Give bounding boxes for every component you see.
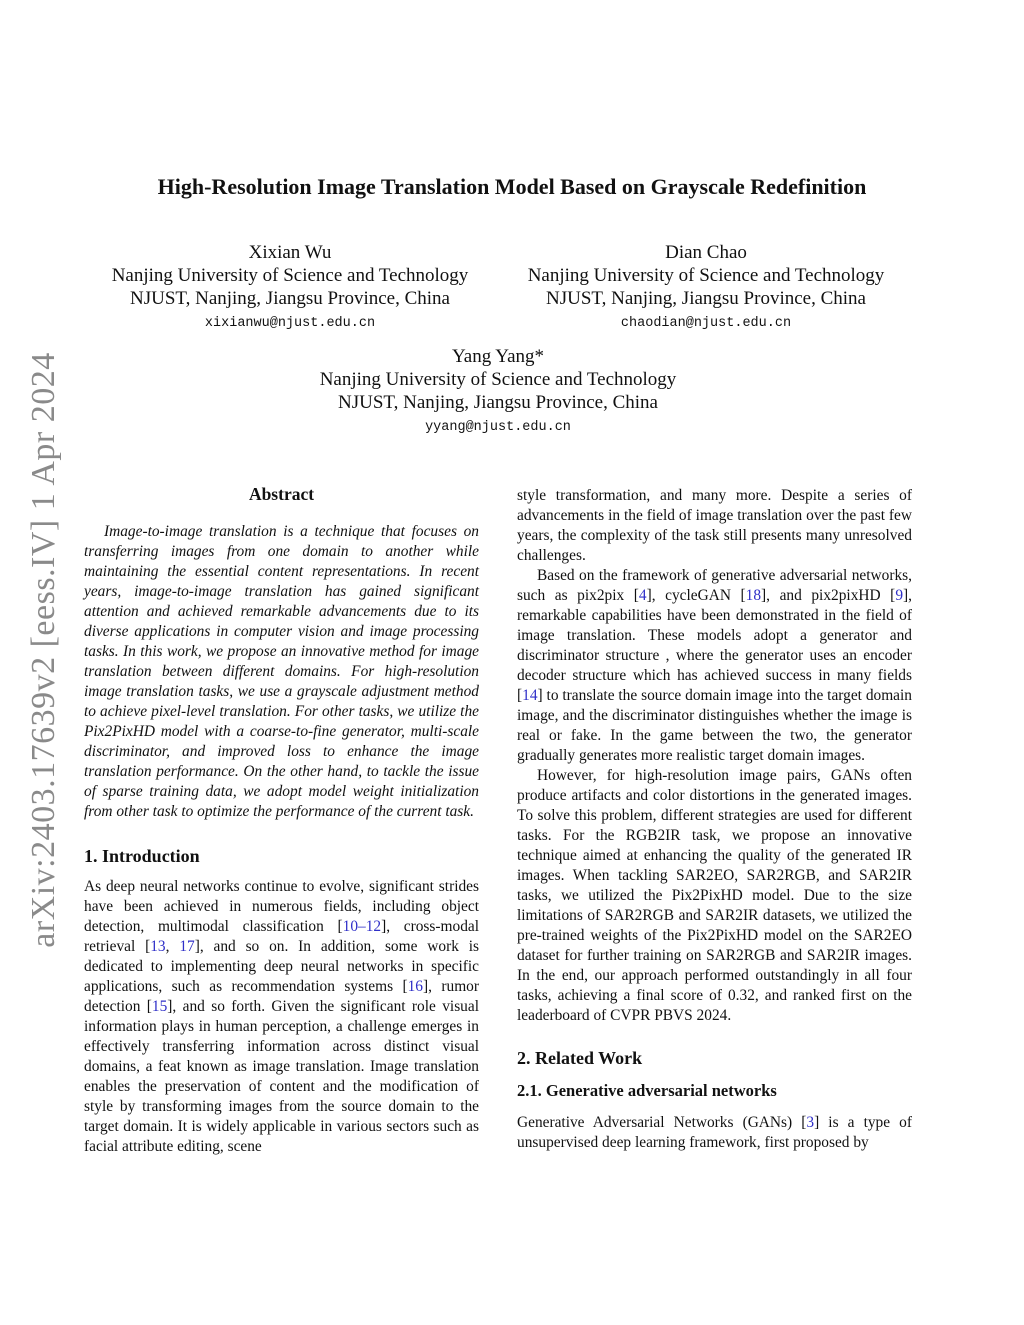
author-name: Xixian Wu xyxy=(248,242,332,263)
paper-title: High-Resolution Image Translation Model Based on Grayscale Redefinition xyxy=(157,174,867,199)
citation-link[interactable]: 14 xyxy=(522,687,538,704)
section-heading-related-work: 2. Related Work xyxy=(517,1048,643,1068)
text-span: ], cycleGAN [ xyxy=(646,587,746,604)
intro-paragraph: However, for high-resolution image pairs, GANs often produce artifacts and color distortions in the generated images. To solve this problem, different strategies are used for different tasks. For the RGB2IR task, we propose an innovative technique aimed at enhancing the quality of the generated IR images. When tackling SAR2EO, SAR2RGB, and SAR2IR tasks, we utilized the Pix2PixHD model. Due to the size limitations of SAR2RGB and SAR2IR datasets, we utilized the pre-trained weights of the Pix2PixHD model on the SAR2EO dataset for further training on SAR2RGB and SAR2IR images. In the end, our approach performed outstandingly in all four tasks, achieving a final score of 0.32, and ranked first on the leaderboard of CVPR PBVS 2024. xyxy=(517,767,912,1024)
author-name: Yang Yang* xyxy=(451,346,545,367)
citation-link[interactable]: 18 xyxy=(745,587,762,604)
citation-link[interactable]: 4 xyxy=(638,587,647,604)
author-affiliation: Nanjing University of Science and Technology xyxy=(319,369,677,390)
text-span: As deep neural networks continue to evolve, significant strides have been achieved in numerous fields, including object detection, multimodal classification [ xyxy=(84,878,479,935)
citation-link[interactable]: 15 xyxy=(151,998,168,1015)
text-span: ], remarkable capabilities have been demonstrated in the field of image translation. These models adopt a generator and discriminator structure , where the generator uses an encoder decoder structure which has achieved success in many fields [ xyxy=(517,587,912,704)
author-email[interactable]: yyang@njust.edu.cn xyxy=(425,420,571,435)
text-span: Generative Adversarial Networks (GANs) [ xyxy=(517,1114,807,1131)
author-email[interactable]: chaodian@njust.edu.cn xyxy=(620,316,792,331)
author-affiliation: Nanjing University of Science and Technology xyxy=(527,265,885,286)
text-span: ] to translate the source domain image into the target domain image, and the discriminator distinguishes whether the image is real or fake. In the game between the two, the generator gradually generates more realistic target domain images. xyxy=(517,687,912,764)
abstract-text: Image-to-image translation is a technique that focuses on transferring images from one domain to another while maintaining the essential content representations. In recent years, image-to-image translation has gained significant attention and achieved remarkable advancements due to its diverse applications in computer vision and image processing tasks. In this work, we propose an innovative method for image translation between different domains. For high-resolution image translation tasks, we use a grayscale adjustment method to achieve pixel-level translation. For other tasks, we utilize the Pix2PixHD model with a coarse-to-fine generator, multi-scale discriminator, and improved loss to enhance the image translation performance. On the other hand, to tackle the issue of sparse training data, we adopt model weight initialization from other task to optimize the performance of the current task. xyxy=(84,523,479,820)
right-column xyxy=(517,486,912,1153)
author-block xyxy=(496,241,916,335)
section-heading-introduction: 1. Introduction xyxy=(84,846,200,866)
intro-paragraph xyxy=(84,877,479,1157)
citation-link[interactable]: 13 xyxy=(150,938,166,955)
text-span: ] is a type of unsupervised deep learning framework, first proposed by xyxy=(517,1114,912,1151)
related-paragraph xyxy=(517,1113,912,1153)
abstract-heading: Abstract xyxy=(248,484,315,504)
citation-link[interactable]: 9 xyxy=(895,587,904,604)
citation-link[interactable]: 16 xyxy=(407,978,423,995)
author-affiliation: Nanjing University of Science and Technology xyxy=(111,265,469,286)
text-span: Based on the framework of generative adversarial networks, such as pix2pix [ xyxy=(517,567,912,604)
intro-paragraph xyxy=(517,566,912,766)
text-span: ], rumor detection [ xyxy=(84,978,479,1015)
author-location: NJUST, Nanjing, Jiangsu Province, China xyxy=(130,288,450,309)
text-span: ], and so on. In addition, some work is dedicated to implementing deep neural networks in specific applications, such as recommendation systems [ xyxy=(84,938,479,995)
text-span: ], cross-modal retrieval [ xyxy=(84,918,479,955)
text-span: , xyxy=(165,938,180,955)
author-block xyxy=(288,345,708,439)
citation-link[interactable]: 10–12 xyxy=(342,918,382,935)
author-email[interactable]: xixianwu@njust.edu.cn xyxy=(204,316,376,331)
arxiv-identifier: arXiv:2403.17639v2 [eess.IV] 1 Apr 2024 xyxy=(25,352,62,948)
intro-paragraph-continued: style transformation, and many more. Despite a series of advancements in the field of image translation over the past few years, the complexity of the task still presents many unresolved challenges. xyxy=(517,487,912,564)
text-span: ], and so forth. Given the significant role visual information plays in human perception, a challenge emerges in effectively transferring information across distinct visual domains, a feat known as image translation. Image translation enables the preservation of content and the modification of style by transforming images from the source domain to the target domain. It is widely applicable in various sectors such as facial attribute editing, scene xyxy=(84,998,479,1155)
left-column xyxy=(84,484,479,1157)
subsection-heading-gan: 2.1. Generative adversarial networks xyxy=(517,1081,777,1100)
author-name: Dian Chao xyxy=(665,242,747,263)
citation-link[interactable]: 3 xyxy=(806,1114,815,1131)
author-location: NJUST, Nanjing, Jiangsu Province, China xyxy=(546,288,866,309)
author-block xyxy=(80,241,500,335)
text-span: ], and pix2pixHD [ xyxy=(761,587,896,604)
citation-link[interactable]: 17 xyxy=(179,938,195,955)
author-location: NJUST, Nanjing, Jiangsu Province, China xyxy=(338,392,658,413)
